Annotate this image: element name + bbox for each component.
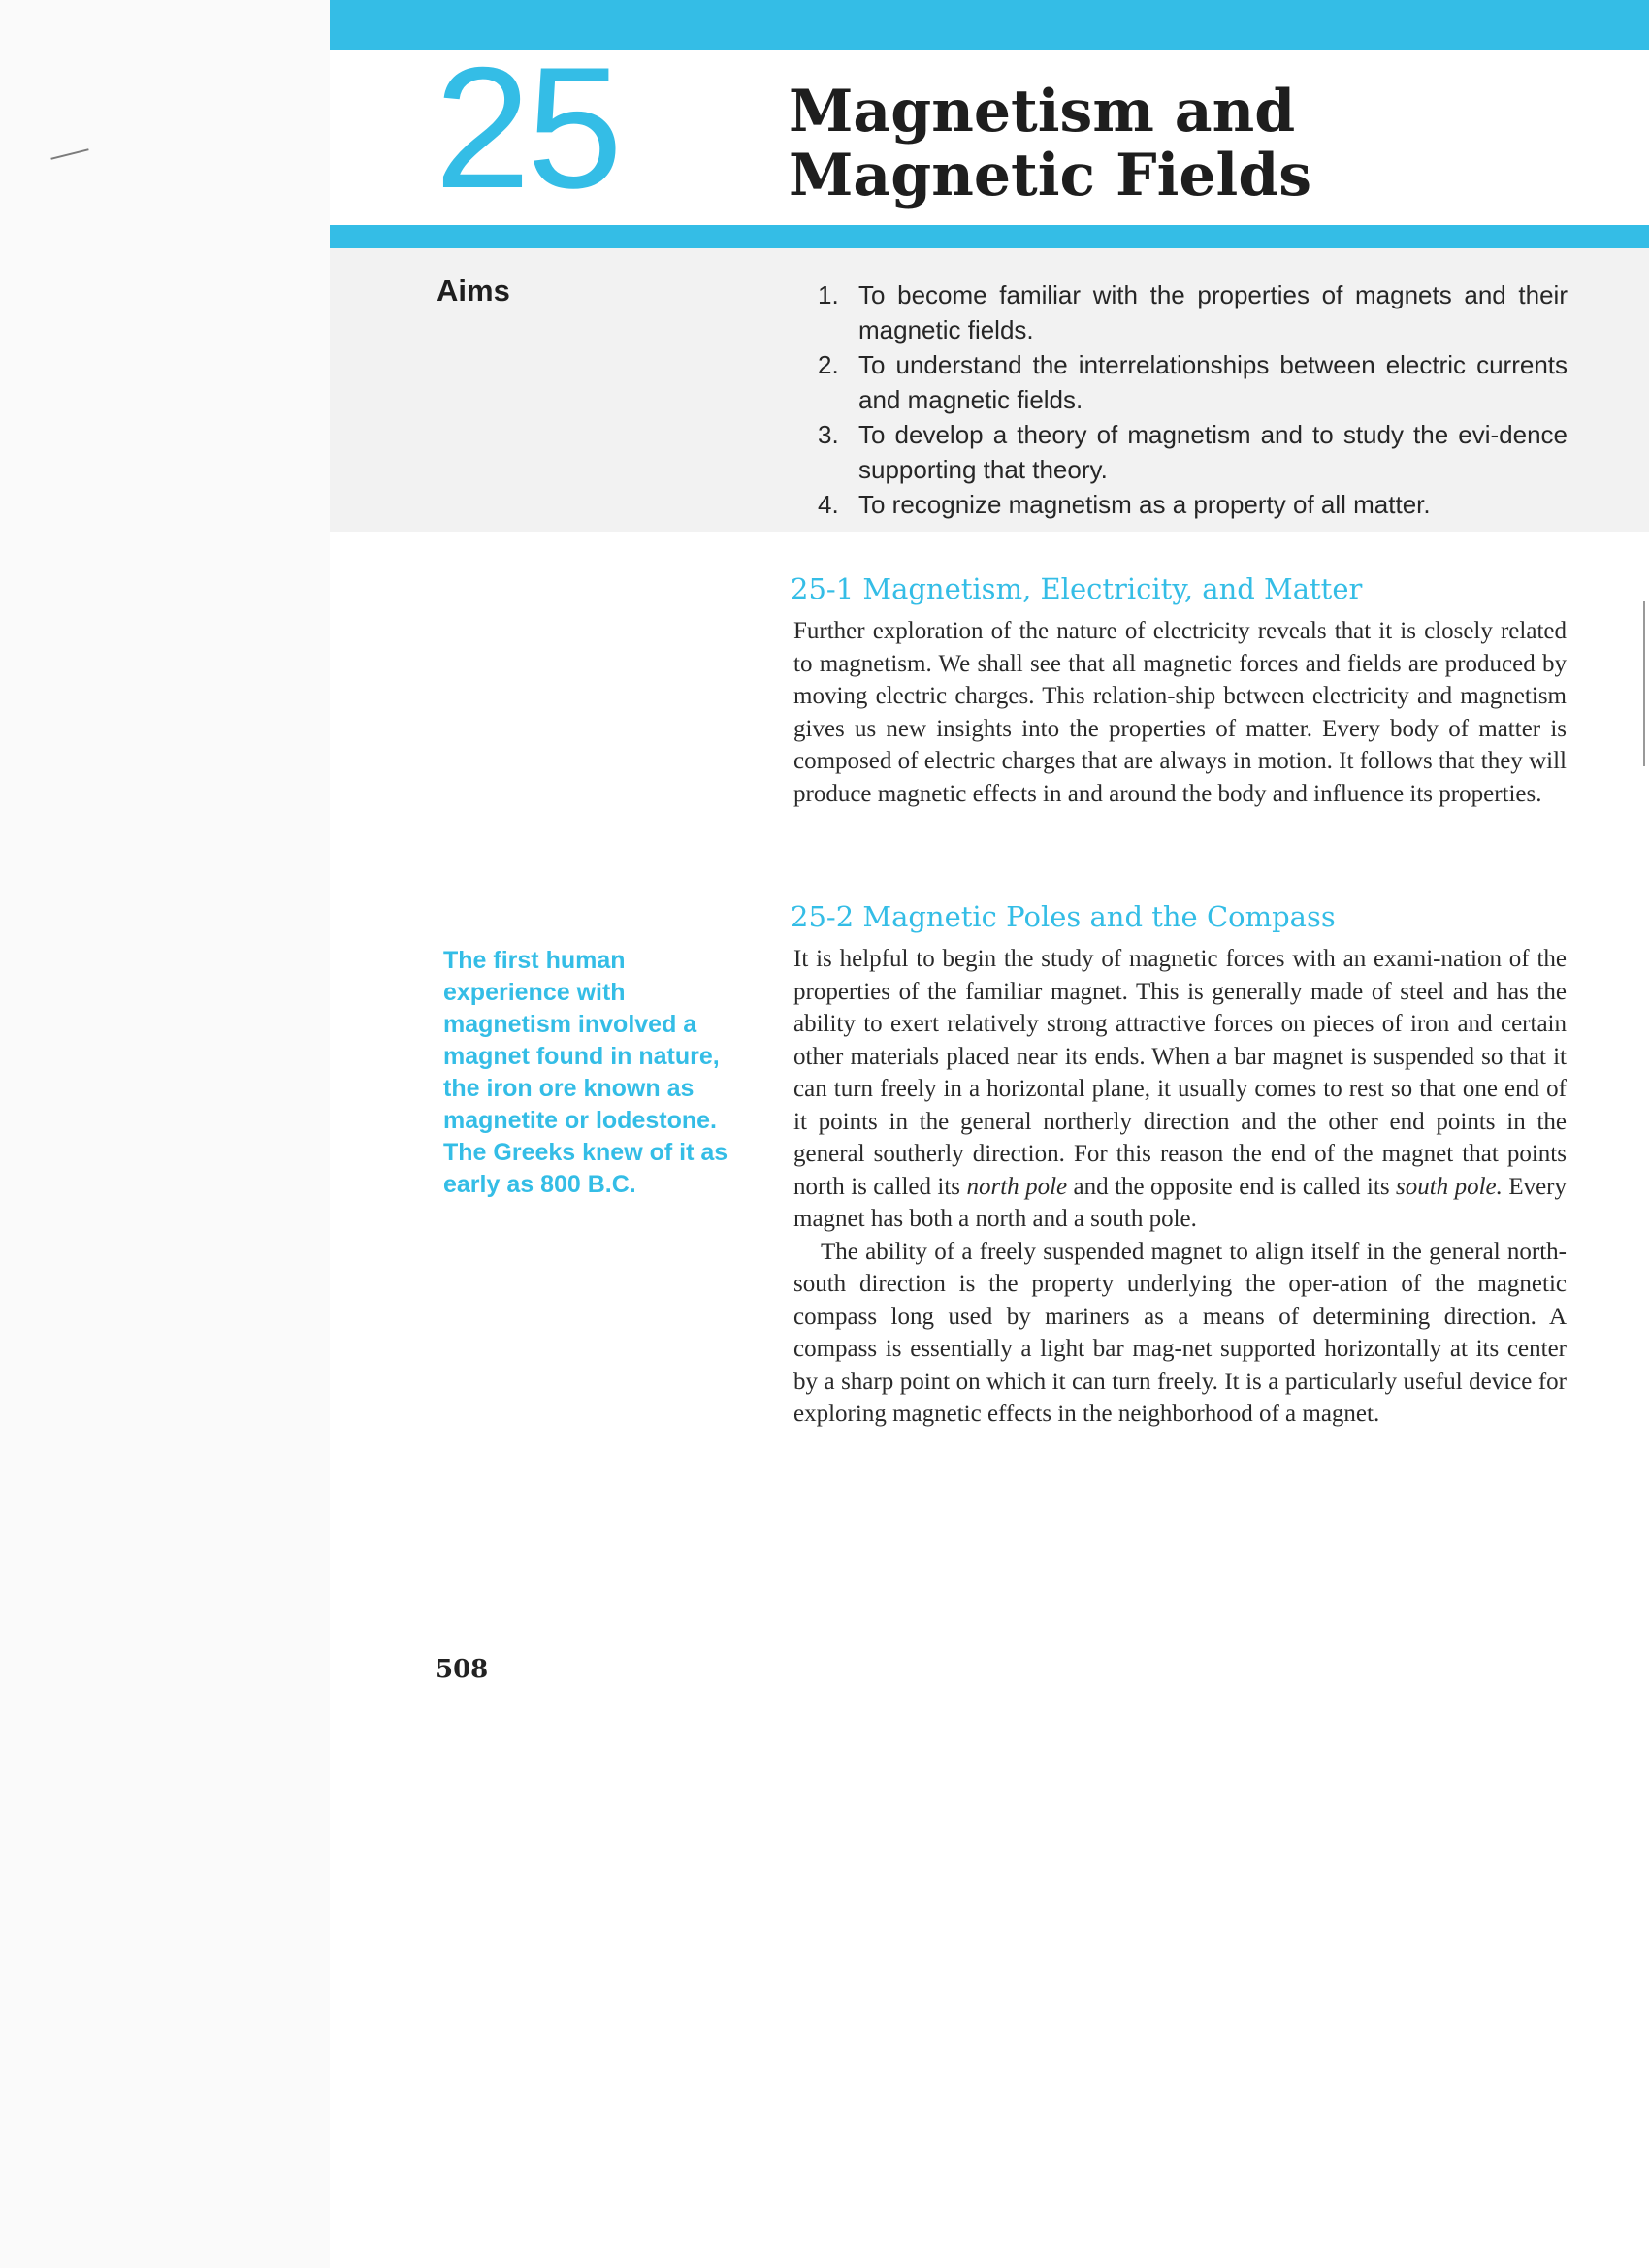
aim-number: 1.	[818, 280, 839, 309]
section-heading-25-2: 25-2 Magnetic Poles and the Compass	[791, 900, 1336, 933]
chapter-title-line2: Magnetic Fields	[789, 142, 1312, 210]
paragraph-text: and the opposite end is called its	[1067, 1173, 1396, 1200]
paragraph: Further exploration of the nature of electricity reveals that it is closely related to magnetism. We shall see that all magnetic forces and fields are produced by moving electric charges. This relation-ship between electricity and magnetism gives us new insights into the properties of matter. Every body of matter is composed of electric charges that are always in motion. It follows that they will produce magnetic effects in and around the body and influence its properties.	[793, 618, 1567, 807]
paragraph-text: Every magnet has both a north and a south pole.	[793, 1173, 1568, 1232]
page-number: 508	[436, 1655, 489, 1684]
chapter-title-line1: Magnetism and	[789, 78, 1296, 146]
aim-item	[818, 487, 1568, 522]
aim-number: 3.	[818, 420, 839, 449]
left-margin-strip	[0, 0, 330, 2268]
chapter-title	[789, 80, 1311, 208]
aim-text: To recognize magnetism as a property of all matter.	[858, 490, 1431, 519]
aim-text: To become familiar with the properties of magnets and their magnetic fields.	[858, 280, 1568, 344]
chapter-number: 25	[435, 31, 619, 224]
sidebar-note: The first human experience with magnetism involved a magnet found in nature, the iron ore known as magnetite or lodestone. The Greeks knew of it as early as 800 B.C.	[443, 947, 728, 1198]
aim-number: 4.	[818, 490, 839, 519]
aims-heading: Aims	[436, 274, 510, 308]
aims-list	[818, 277, 1568, 522]
paragraph: The ability of a freely suspended magnet to align itself in the general north-south direction is the property underlying the oper-ation of the magnetic compass long used by mariners as a means of determining direction. A compass is essentially a light bar mag-net supported horizontally at its center by a sharp point on which it can turn freely. It is a particularly useful device for exploring magnetic effects in the neighborhood of a magnet.	[793, 1238, 1567, 1427]
term-south-pole: south pole.	[1395, 1173, 1503, 1200]
aim-item	[818, 417, 1568, 487]
aim-item	[818, 277, 1568, 347]
aim-text: To understand the interrelationships between electric currents and magnetic fields.	[858, 350, 1568, 414]
aim-number: 2.	[818, 350, 839, 379]
section-25-2-body	[793, 943, 1567, 1431]
section-heading-25-1: 25-1 Magnetism, Electricity, and Matter	[791, 572, 1363, 605]
middle-color-band	[330, 225, 1649, 248]
paragraph	[793, 943, 1567, 1236]
scan-edge-mark	[1643, 601, 1645, 766]
aim-text: To develop a theory of magnetism and to study the evi-dence supporting that theory.	[858, 420, 1568, 484]
aim-item	[818, 347, 1568, 417]
term-north-pole: north pole	[966, 1173, 1068, 1200]
paragraph-text: It is helpful to begin the study of magnetic forces with an exami-nation of the properties of the familiar magnet. This is generally made of steel and has the ability to exert relatively strong attractive forces on pieces of iron and certain other materials placed near its ends. When a bar magnet is suspended so that it can turn freely in a horizontal plane, it usually comes to rest so that one end of it points in the general northerly direction and the other end points in the general southerly direction. For this reason the end of the magnet that points north is called its	[793, 946, 1567, 1200]
section-25-1-body	[793, 615, 1567, 810]
